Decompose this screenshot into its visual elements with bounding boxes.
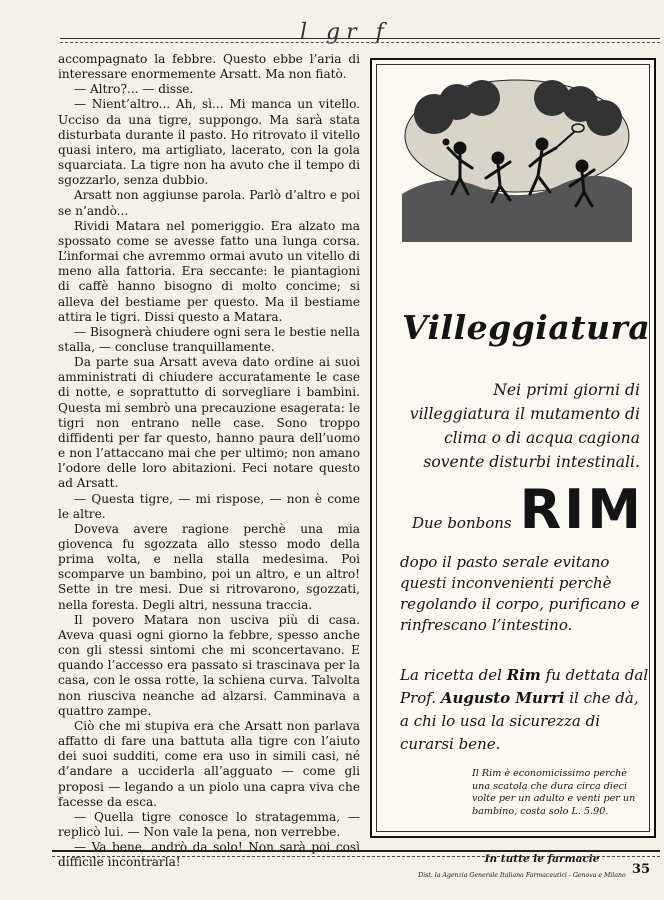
ad-footer: In tutte le farmacie xyxy=(484,853,600,865)
ad-intro-text: Nei primi giorni di villeggiatura il mutamento di clima o di acqua cagiona sovente disturbi intestinali. xyxy=(409,381,640,471)
recipe-brand: Rim xyxy=(506,666,541,684)
recipe-prefix: La ricetta del xyxy=(400,666,502,684)
article-paragraph: — Va bene, andrò da solo! Non sarà poi così difficile incontrarla! xyxy=(58,840,360,870)
article-paragraph: Ciò che mi stupiva era che Arsatt non parlava affatto di fare una battuta alla tigre con l’aiuto dei suoi sudditi, come era uso in simili casi, né d’andare a ucciderla all’agguato — come gli proposi — legando a un piolo una capra viva che facesse da esca. xyxy=(58,718,360,809)
rim-brand-logo: RIM xyxy=(519,478,644,541)
article-paragraph: Da parte sua Arsatt aveva dato ordine ai suoi amministrati di chiudere accuratamente le case di notte, e soprattutto di sorvegliare i bambini. Questa mi sembrò una precauzione esagerata: le tigri non entrano nelle case. Sono troppo diffidenti per far questo, hanno paura dell’uomo e non l’attaccano mai che per ultimo; non amano l’odore delle loro abitazioni. Feci notare questo ad Arsatt. xyxy=(58,355,360,491)
article-column xyxy=(58,52,360,870)
article-paragraph: — Altro?... — disse. xyxy=(74,82,194,97)
article-paragraph: accompagnato la febbre. Questo ebbe l’aria di interessare enormemente Arsatt. Ma non fiatò. xyxy=(58,52,360,82)
article-paragraph: Doveva avere ragione perchè una mia giovenca fu sgozzata allo stesso modo della prima volta, e nella stalla medesima. Poi scomparve un bambino, poi un altro, e un altro! Sette in tre mesi. Due si ritrovarono, sgozzati, nella foresta. Degli altri, nessuna traccia. xyxy=(58,521,360,612)
article-paragraph: Rividi Matara nel pomeriggio. Era alzato ma spossato come se avesse fatto una lunga corsa. L’informai che avremmo ormai avuto un vitello di meno alla fattoria. Era seccante: le piantagioni di caffè hanno bisogno di molto concime; si alleva del bestiame per questo. Ma il bestiame attira le tigri. Dissi questo a Matara. xyxy=(58,218,360,324)
ad-price-note: Il Rim è economicissimo perchè una scatola che dura circa dieci volte per un adulto e venti per un bambino, costa solo L. 5.90. xyxy=(472,768,636,817)
article-paragraph: Arsatt non aggiunse parola. Parlò d’altro e poi se n’andò... xyxy=(58,188,360,218)
top-rule xyxy=(60,38,660,43)
article-paragraph: Il povero Matara non usciva più di casa. Aveva quasi ogni giorno la febbre, spesso anche con gli stessi sintomi che mi sconcertavano. E quando l’accesso era passato si trascinava per la casa, con le ossa rotte, la schiena curva. Talvolta non riusciva neanche ad alzarsi. Camminava a quattro zampe. xyxy=(58,612,360,718)
recipe-suffix: il che dà, a chi lo usa la sicurezza di curarsi bene. xyxy=(400,689,639,753)
header-mark: l gr f xyxy=(300,20,390,45)
ad-title: Villeggiatura xyxy=(402,308,651,347)
ad-brand-row xyxy=(412,480,652,540)
article-paragraph: — Nient’altro... Ah, sì... Mi manca un vitello. Ucciso da una tigre, suppongo. Ma sarà stata disturbata durante il pasto. Ho ritrovato il vitello quasi intero, ma artigliato, lacerato, con la gola squarciata. La tigre non ha avuto che il tempo di sgozzarlo, senza dubbio. xyxy=(58,97,360,188)
children-playing-illustration xyxy=(402,74,632,242)
recipe-doctor: Augusto Murri xyxy=(440,689,565,707)
ad-recipe-text xyxy=(400,664,650,756)
ad-distributor-address: Dist. la Agenzia Generale Italiana Farmaceutici - Genova e Milano xyxy=(418,872,626,879)
article-paragraph: — Bisognerà chiudere ogni sera le bestie nella stalla, — concluse tranquillamente. xyxy=(58,324,360,354)
article-paragraph: — Quella tigre conosce lo stratagemma, — replicò lui. — Non vale la pena, non verrebbe. xyxy=(58,809,360,839)
ad-body-text: dopo il pasto serale evitano questi inconvenienti perchè regolando il corpo, purificano e rinfrescano l’intestino. xyxy=(400,553,640,634)
bottom-rule xyxy=(52,850,660,857)
article-paragraph: — Questa tigre, — mi rispose, — non è come le altre. xyxy=(58,491,360,521)
page-number: 35 xyxy=(632,862,651,877)
ad-lead-text: Due bonbons xyxy=(412,514,512,532)
recipe-mid: fu dettata dal Prof. xyxy=(400,666,649,707)
